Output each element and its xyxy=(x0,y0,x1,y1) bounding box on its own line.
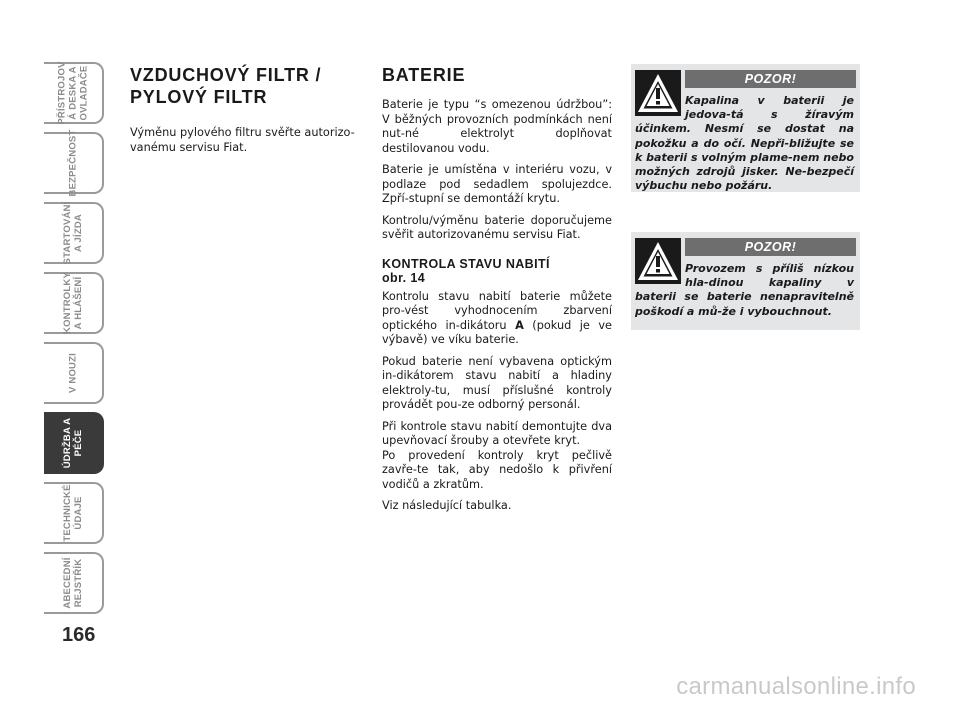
tab-bezpecnost[interactable] xyxy=(44,129,104,197)
tab-label: V NOUZI xyxy=(67,353,79,393)
title-line: PYLOVÝ FILTR xyxy=(130,87,268,107)
warning-box xyxy=(631,232,860,330)
section-title xyxy=(130,64,362,108)
title-line: VZDUCHOVÝ FILTR / xyxy=(130,65,322,85)
warning-box xyxy=(631,64,860,192)
paragraph xyxy=(382,290,612,348)
tab-kontrolky[interactable] xyxy=(44,272,104,334)
paragraph: Pokud baterie není vybavena optickým in-dikátorem stavu nabití a hladiny elektroly-tu, musí příslušné kontroly provádět pou-ze odborný personál. xyxy=(382,354,612,411)
tab-label: ABECEDNÍ REJSTŘÍK xyxy=(62,557,84,609)
text: Provozem s příliš nízkou hla-dinou kapaliny v baterii se baterie nenapravitelně poškodí a mů-že i vybouchnout. xyxy=(635,262,854,318)
tab-label: ÚDRŽBA A PÉČE xyxy=(62,417,84,469)
paragraph: Při kontrole stavu nabití demontujte dva upevňovací šrouby a otevřete kryt. xyxy=(382,419,612,447)
warning-header: POZOR! xyxy=(685,238,856,256)
tab-abecedni-rejstrik[interactable] xyxy=(44,552,104,614)
tab-pristrojova-deska[interactable] xyxy=(44,62,104,124)
text: Kontrolu stavu nabití baterie můžete pro-vést vyhodnocením zbarvení optického in-dikátoru xyxy=(382,289,612,332)
paragraph: Baterie je typu “s omezenou údržbou”: V běžných provozních podmínkách není nut-né elektrolyt doplňovat destilovanou vodu. xyxy=(382,98,612,155)
paragraph: Baterie je umístěna v interiéru vozu, v podlaze pod sedadlem spolujezdce. Zpří-stupní se demontáží krytu. xyxy=(382,163,612,205)
tab-v-nouzi[interactable] xyxy=(44,342,104,404)
tab-startovani[interactable] xyxy=(44,202,104,264)
text: Kapalina v baterii je jedova-tá s žíravým účinkem. Nesmí se dostat na pokožku a do očí. Nepři-bližujte se k baterii s volným plame-nem nebo možných zdrojů jisker. Ne-bezpečí výbuchu nebo požáru. xyxy=(635,94,854,193)
battery-section xyxy=(382,64,612,521)
paragraph: Viz následující tabulka. xyxy=(382,499,512,512)
warning-text xyxy=(635,262,854,319)
tab-udrzba-a-pece[interactable] xyxy=(44,412,104,474)
tab-label: TECHNICKÉ ÚDAJE xyxy=(62,484,84,542)
section-title: BATERIE xyxy=(382,65,466,85)
tab-technicke-udaje[interactable] xyxy=(44,482,104,544)
warning-header: POZOR! xyxy=(685,70,856,88)
paragraph: Po provedení kontroly kryt pečlivě zavře-te tak, aby nedošlo k přivření vodičů a zkratům. xyxy=(382,448,612,491)
warning-text xyxy=(635,94,854,193)
text: (pokud je ve výbavě) ve víku baterie. xyxy=(382,318,612,346)
tab-label: PŘÍSTROJOV Á DESKA A OVLADAČE xyxy=(56,61,90,125)
tab-label: KONTROLKY A HLÁŠENÍ xyxy=(62,272,84,334)
subheading-title: KONTROLA STAVU NABITÍ xyxy=(382,256,550,271)
paragraph: Kontrolu/výměnu baterie doporučujeme svěřit autorizovanému servisu Fiat. xyxy=(382,213,612,241)
page-number: 166 xyxy=(62,624,96,646)
figure-reference: obr. 14 xyxy=(382,271,426,285)
watermark: carmanualsonline.info xyxy=(676,673,916,700)
indicator-letter: A xyxy=(515,318,524,332)
paragraph: Výměnu pylového filtru svěřte autorizo-vanému servisu Fiat. xyxy=(130,126,355,154)
subheading xyxy=(382,257,612,286)
tab-label: BEZPEČNOST xyxy=(67,129,79,197)
air-filter-section xyxy=(130,64,362,162)
tab-label: STARTOVÁNÍ A JÍZDA xyxy=(62,201,84,265)
